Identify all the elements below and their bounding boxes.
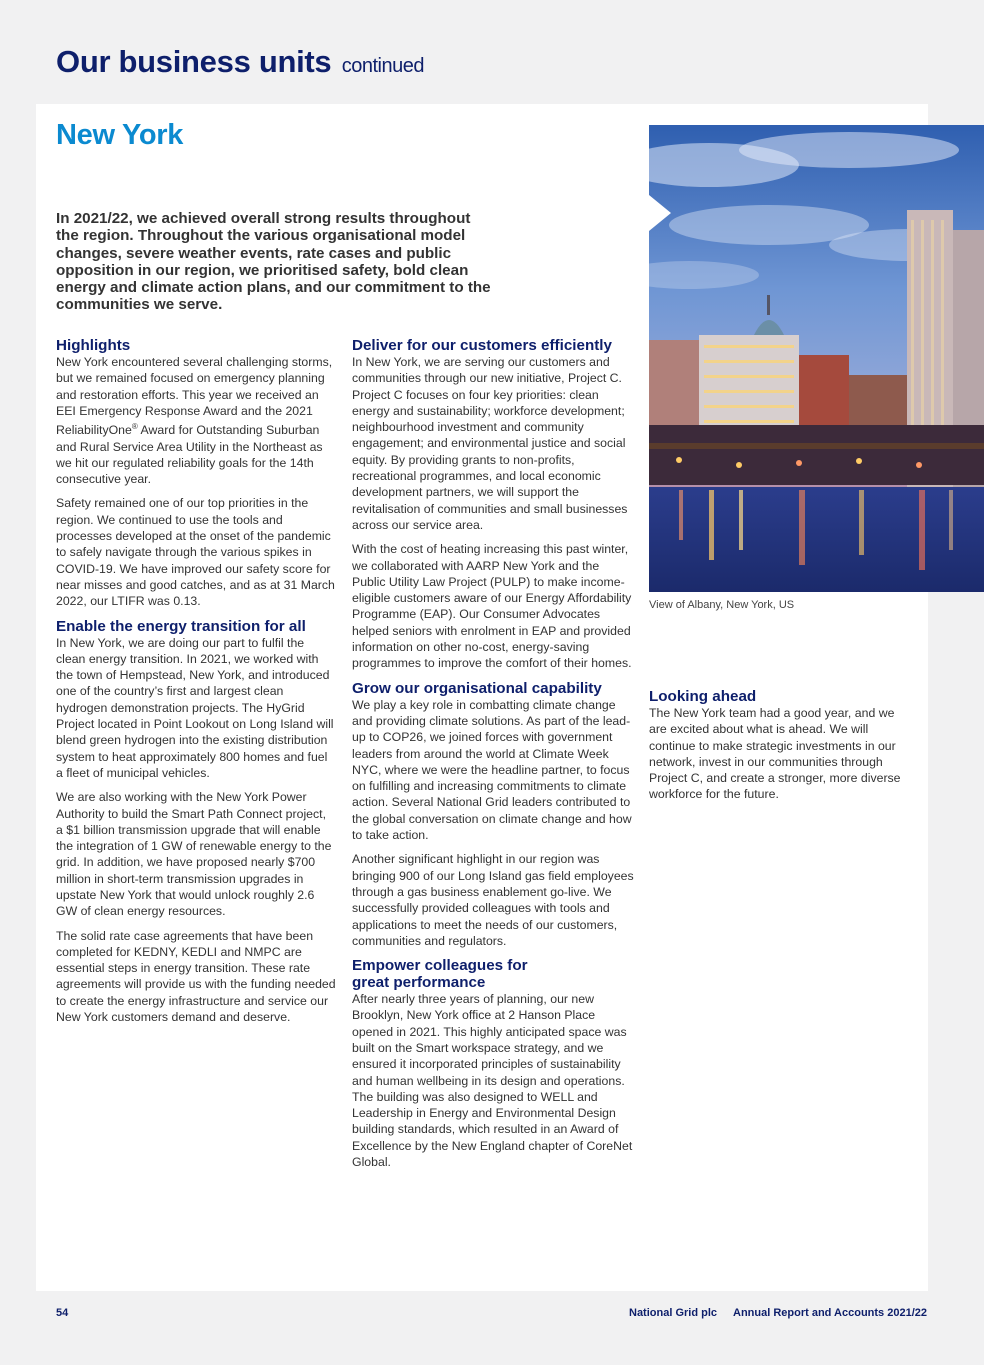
highlights-heading: Highlights (56, 337, 131, 354)
column-right (649, 688, 911, 811)
energy-transition-paragraph-1: In New York, we are doing our part to fulfil the clean energy transition. In 2021, we worked with the town of Hempstead, New York, and introduced one of the country’s first and largest clean hydrogen demonstration projects. The HyGrid Project located in Point Lookout on Long Island will blend green hydrogen into the existing distribution system to heat approximately 800 homes and fuel a fleet of municipal vehicles. (56, 635, 334, 780)
highlights-paragraph-1: New York encountered several challenging storms, but we remained focused on emergency planning and restoration efforts. This year we received an EEI Emergency Response Award and the 2021 ReliabilityOne® Award for Outstanding Suburban and Rural Service Area Utility in the Northeast as we hit our regulated reliability goals for the 14th consecutive year. (56, 355, 333, 487)
column-middle (352, 337, 634, 1178)
page-title-continued: continued (341, 55, 424, 77)
colleagues-paragraph-1: After nearly three years of planning, our new Brooklyn, New York office at 2 Hanson Place opened in 2021. This highly anticipated space was built on the Smart workspace strategy, and we ensured it incorporated principles of sustainability and human wellbeing in its design and operations. The building was also designed to WELL and Leadership in Energy and Environmental Design building standards, which resulted in an Award of Excellence by the New England chapter of CoreNet Global. (352, 992, 633, 1170)
region-title: New York (56, 119, 184, 151)
capability-paragraph-2: Another significant highlight in our region was bringing 900 of our Long Island gas field employees through a gas business enablement go-live. We successfully provided colleagues with tools and applications to meet the needs of our customers, communities and regulators. (352, 852, 634, 948)
looking-ahead-paragraph-1: The New York team had a good year, and we are excited about what is ahead. We will continue to make strategic investments in our network, invest in our communities through Project C, and create a stronger, more diverse workforce for the future. (649, 706, 901, 802)
capability-paragraph-1: We play a key role in combatting climate change and providing climate solutions. As part of the lead-up to COP26, we joined forces with government leaders from around the world at Climate Week NYC, where we were the headline partner, to focus on fulfilling and increasing commitments to climate action. Several National Grid leaders contributed to the global conversation on climate change and how to take action. (352, 697, 632, 843)
energy-transition-paragraph-3: The solid rate case agreements that have been completed for KEDNY, KEDLI and NMPC are essential steps in energy transition. These rate agreements will provide us with the funding needed to create the energy infrastructure and service our New York customers demand and deserve. (56, 928, 336, 1025)
column-left (56, 337, 336, 1033)
footer-report: Annual Report and Accounts 2021/22 (733, 1307, 927, 1319)
photo-caption: View of Albany, New York, US (649, 599, 795, 611)
footer-publication (629, 1307, 927, 1319)
customers-paragraph-1: In New York, we are serving our customers and communities through our new initiative, Project C. Project C focuses on four key priorities: clean energy and sustainability; workforce development; neighbourhood investment and community engagement; and environmental justice and social equity. By providing grants to non-profits, recreational programmes, and local economic development partners, we will support the revitalisation of communities and small businesses across our service area. (352, 355, 628, 532)
page-header (56, 44, 424, 80)
footer-company: National Grid plc (629, 1307, 718, 1319)
highlights-paragraph-2: Safety remained one of our top priorities in the region. We continued to use the tools and processes developed at the onset of the pandemic to safely navigate through the various spikes in COVID-19. We have improved our safety score for near misses and good catches, and as at 31 March 2022, our LTIFR was 0.13. (56, 496, 335, 609)
region-intro: In 2021/22, we achieved overall strong results throughout the region. Throughout the various organisational model changes, severe weather events, rate cases and public opposition in our region, we prioritised safety, bold clean energy and climate action plans, and our commitment to the communities we serve. (56, 210, 491, 314)
customers-paragraph-2: With the cost of heating increasing this past winter, we collaborated with AARP New York and the Public Utility Law Project (PULP) to make income-eligible customers aware of our Energy Affordability Programme (EAP). Our Consumer Advocates helped seniors with enrolment in EAP and provided information on other no-cost, energy-saving programmes to improve the comfort of their homes. (352, 542, 632, 671)
colleagues-heading: Empower colleagues for great performance (352, 957, 528, 992)
energy-transition-heading: Enable the energy transition for all (56, 617, 306, 635)
albany-skyline-photo (649, 125, 984, 592)
page-title: Our business units (56, 44, 332, 79)
energy-transition-paragraph-2: We are also working with the New York Power Authority to build the Smart Path Connect project, a $1 billion transmission upgrade that will enable the integration of 1 GW of renewable energy to the grid. In addition, we have proposed nearly $700 million in short-term transmission upgrades in upstate New York that would unlock roughly 2.6 GW of clean energy resources. (56, 790, 332, 919)
customers-heading: Deliver for our customers efficiently (352, 337, 612, 354)
capability-heading: Grow our organisational capability (352, 679, 602, 697)
page-number: 54 (56, 1307, 69, 1319)
looking-ahead-heading: Looking ahead (649, 688, 757, 705)
